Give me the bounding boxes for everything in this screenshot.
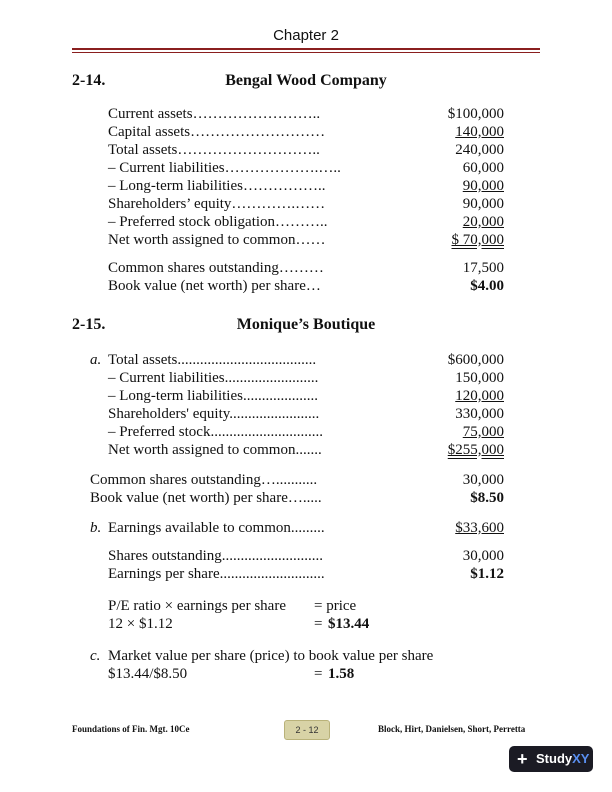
shares-outstanding-row [0, 472, 612, 490]
row-value: 60,000 [462, 160, 504, 176]
table-row [0, 388, 612, 406]
row-label: Common shares outstanding…........... [90, 472, 318, 488]
row-label: Book value (net worth) per share…..... [90, 490, 322, 506]
earnings-available-row [0, 520, 612, 538]
row-value: 150,000 [455, 370, 504, 386]
ratio-equals: = [314, 666, 323, 682]
part-b-letter: b. [90, 520, 102, 536]
row-value: 20,000 [462, 214, 504, 230]
table-row [0, 406, 612, 424]
page-number: 2 - 12 [284, 720, 330, 740]
row-label: Net worth assigned to common…… [108, 232, 326, 248]
part-c-letter: c. [90, 648, 101, 664]
row-label: – Preferred stock obligation……….. [108, 214, 328, 230]
footer-left: Foundations of Fin. Mgt. 10Ce [72, 724, 190, 734]
pe-equals-price: = price [314, 598, 357, 614]
row-value: 330,000 [455, 406, 504, 422]
row-label: – Preferred stock.............................. [108, 424, 323, 440]
shares-outstanding-row [0, 548, 612, 566]
row-label: – Current liabilities......................... [108, 370, 319, 386]
table-row [0, 370, 612, 388]
badge-text [536, 746, 589, 772]
problem-title-2-15: Monique’s Boutique [236, 316, 376, 333]
plus-icon: + [517, 749, 528, 769]
row-value: 17,500 [462, 260, 504, 276]
row-label: Total assets……………………….. [108, 142, 320, 158]
row-label: – Long-term liabilities…………….. [108, 178, 326, 194]
row-value: $ 70,000 [451, 232, 504, 248]
row-label: – Long-term liabilities.................... [108, 388, 318, 404]
ratio-result: 1.58 [328, 666, 355, 682]
table-row [0, 352, 612, 370]
table-row [0, 124, 612, 142]
row-label: Earnings per share............................ [108, 566, 325, 582]
table-row [0, 142, 612, 160]
row-label: Common shares outstanding……… [108, 260, 324, 276]
problem-title-2-14: Bengal Wood Company [225, 72, 387, 89]
row-label: Shares outstanding........................... [108, 548, 323, 564]
shares-outstanding-row [0, 260, 612, 278]
row-label: – Current liabilities……………….….. [108, 160, 341, 176]
row-label: Capital assets……………………… [108, 124, 326, 140]
pe-result: $13.44 [328, 616, 370, 632]
pe-label: P/E ratio × earnings per share [108, 598, 286, 614]
pe-formula-row [0, 598, 612, 616]
problem-number-2-15: 2-15. [72, 316, 106, 333]
row-value: $255,000 [447, 442, 504, 458]
studyxy-badge[interactable] [509, 746, 593, 772]
badge-study: Study [536, 751, 573, 766]
table-row [0, 214, 612, 232]
row-value: 90,000 [462, 196, 504, 212]
row-value: $8.50 [470, 490, 504, 506]
table-row [0, 196, 612, 214]
row-value: 240,000 [455, 142, 504, 158]
row-value: 140,000 [455, 124, 504, 140]
row-value: 30,000 [462, 548, 504, 564]
row-value: 30,000 [462, 472, 504, 488]
row-label: Current assets…………………….. [108, 106, 321, 122]
ratio-label-row [0, 648, 612, 666]
footer-right: Block, Hirt, Danielsen, Short, Perretta [378, 724, 526, 734]
table-row [0, 232, 612, 250]
row-label: Shareholders’ equity………….…… [108, 196, 326, 212]
table-row [0, 442, 612, 460]
row-value: $100,000 [447, 106, 504, 122]
row-label: Total assets..................................... [108, 352, 317, 368]
table-row [0, 106, 612, 124]
eps-row [0, 566, 612, 584]
row-value: 90,000 [462, 178, 504, 194]
row-value: 75,000 [462, 424, 504, 440]
row-value: 120,000 [455, 388, 504, 404]
row-label: Earnings available to common......... [108, 520, 325, 536]
row-label: Net worth assigned to common....... [108, 442, 322, 458]
row-value: $600,000 [447, 352, 504, 368]
table-row [0, 178, 612, 196]
row-label: Book value (net worth) per share… [108, 278, 321, 294]
header-rule-thick [72, 48, 540, 50]
pe-calc: 12 × $1.12 [108, 616, 173, 632]
ratio-calc-row [0, 666, 612, 684]
row-value: $4.00 [470, 278, 504, 294]
ratio-calc: $13.44/$8.50 [108, 666, 188, 682]
book-value-row [0, 490, 612, 508]
row-label: Shareholders' equity........................ [108, 406, 320, 422]
row-value: $33,600 [455, 520, 504, 536]
row-value: $1.12 [470, 566, 504, 582]
chapter-header: Chapter 2 [273, 27, 339, 44]
pe-calc-row [0, 616, 612, 634]
header-rule-thin [72, 52, 540, 53]
part-a-letter: a. [90, 352, 102, 368]
problem-number-2-14: 2-14. [72, 72, 106, 89]
ratio-label: Market value per share (price) to book value per share [108, 648, 434, 664]
table-row [0, 160, 612, 178]
table-row [0, 424, 612, 442]
badge-xy: XY [572, 751, 590, 766]
book-value-row [0, 278, 612, 296]
pe-equals: = [314, 616, 323, 632]
